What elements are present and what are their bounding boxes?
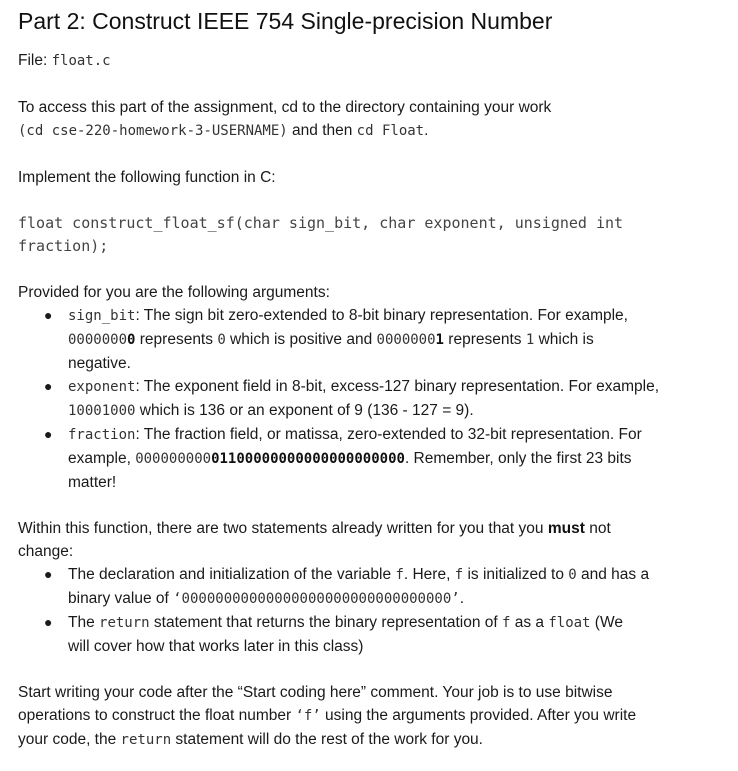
arg-text: which is 136 or an exponent of 9 (136 - 127 = 9).: [135, 402, 474, 419]
emphasis-must: must: [547, 520, 585, 537]
arg-sign-bit: [18, 304, 738, 375]
arg-text: negative.: [68, 355, 131, 372]
code-keyword: return: [99, 615, 150, 631]
arg-name: fraction: [68, 427, 136, 443]
argument-list: [18, 304, 738, 494]
statement-declaration: [18, 563, 738, 611]
bullet-icon: ●: [44, 566, 53, 582]
statement-text: The: [68, 614, 100, 631]
start-text: statement will do the rest of the work for you.: [171, 731, 483, 748]
statement-text: . Here,: [403, 566, 455, 583]
access-paragraph: [18, 96, 738, 143]
statement-return: [18, 611, 738, 658]
statement-text: is initialized to: [463, 566, 569, 583]
access-code-cd-dir: (cd cse-220-homework-3-USERNAME): [18, 123, 288, 139]
statement-text: .: [459, 590, 465, 607]
start-text: your code, the: [18, 731, 121, 748]
code-value: 0: [217, 332, 226, 348]
provided-intro: Provided for you are the following arguments:: [18, 284, 330, 301]
signature-line-1: float construct_float_sf(char sign_bit, char exponent, unsigned int: [18, 214, 624, 232]
arg-text: . Remember, only the first 23 bits: [404, 450, 632, 467]
arg-text: matter!: [68, 474, 117, 491]
file-line: [18, 49, 738, 73]
bullet-icon: ●: [44, 378, 53, 394]
statement-list: [18, 563, 738, 658]
arg-text: example,: [68, 450, 136, 467]
example-bits-bold: 01100000000000000000000: [211, 451, 405, 467]
start-paragraph: [18, 681, 738, 752]
code-value: 1: [525, 332, 535, 348]
access-suffix: .: [424, 122, 429, 139]
statement-text: binary value of: [68, 590, 174, 607]
arg-text: which is positive and: [225, 331, 377, 348]
example-bit-bold: 0: [127, 332, 136, 348]
code-var: f: [395, 567, 404, 583]
access-code-cd-float: cd Float: [356, 123, 425, 139]
implement-text: Implement the following function in C:: [18, 169, 276, 186]
arg-text: which is: [534, 331, 594, 348]
within-text: Within this function, there are two statements already written for you that you: [18, 520, 548, 537]
code-value: 0: [568, 567, 577, 583]
example-bits: 0000000: [376, 332, 436, 348]
example-bits: 000000000: [135, 451, 212, 467]
within-paragraph: [18, 517, 738, 563]
start-text: Start writing your code after the “Start coding here” comment. Your job is to use bitwise: [18, 684, 613, 701]
example-bit-bold: 1: [435, 332, 444, 348]
arg-fraction: [18, 423, 738, 494]
statement-text: and has a: [576, 566, 650, 583]
within-text: not: [584, 520, 611, 537]
arg-text: : The sign bit zero-extended to 8-bit binary representation. For example,: [135, 307, 628, 324]
function-signature: [18, 212, 738, 258]
bullet-icon: ●: [44, 307, 53, 323]
code-var: f: [454, 567, 464, 583]
statement-text: as a: [510, 614, 549, 631]
file-label: File:: [18, 52, 52, 69]
statement-text: will cover how that works later in this class): [68, 638, 364, 655]
binary-value: ‘00000000000000000000000000000000’: [173, 591, 460, 607]
example-bits: 10001000: [68, 403, 136, 419]
example-bits: 0000000: [68, 332, 128, 348]
statement-text: The declaration and initialization of the variable: [68, 566, 396, 583]
within-text: change:: [18, 543, 74, 560]
arg-text: represents: [135, 331, 218, 348]
arg-text: : The exponent field in 8-bit, excess-127 binary representation. For example,: [135, 378, 659, 395]
start-text: using the arguments provided. After you write: [320, 707, 637, 724]
code-type: float: [548, 615, 591, 631]
arg-text: : The fraction field, or matissa, zero-extended to 32-bit representation. For: [135, 426, 642, 443]
signature-line-2: fraction);: [18, 237, 109, 255]
code-keyword: return: [120, 732, 172, 748]
code-var: f: [501, 615, 511, 631]
file-name: float.c: [51, 53, 111, 69]
arg-name: exponent: [68, 379, 136, 395]
start-text: operations to construct the float number: [18, 707, 296, 724]
page-title: Part 2: Construct IEEE 754 Single-precision Number: [18, 8, 553, 34]
arg-name: sign_bit: [68, 308, 136, 324]
arg-text: represents: [443, 331, 526, 348]
bullet-icon: ●: [44, 614, 53, 630]
statement-text: (We: [590, 614, 623, 631]
arg-exponent: [18, 375, 738, 423]
access-mid: and then: [287, 122, 357, 139]
code-var: ‘f’: [295, 708, 321, 724]
access-text: To access this part of the assignment, cd to the directory containing your work: [18, 99, 552, 116]
statement-text: statement that returns the binary representation of: [149, 614, 502, 631]
bullet-icon: ●: [44, 426, 53, 442]
